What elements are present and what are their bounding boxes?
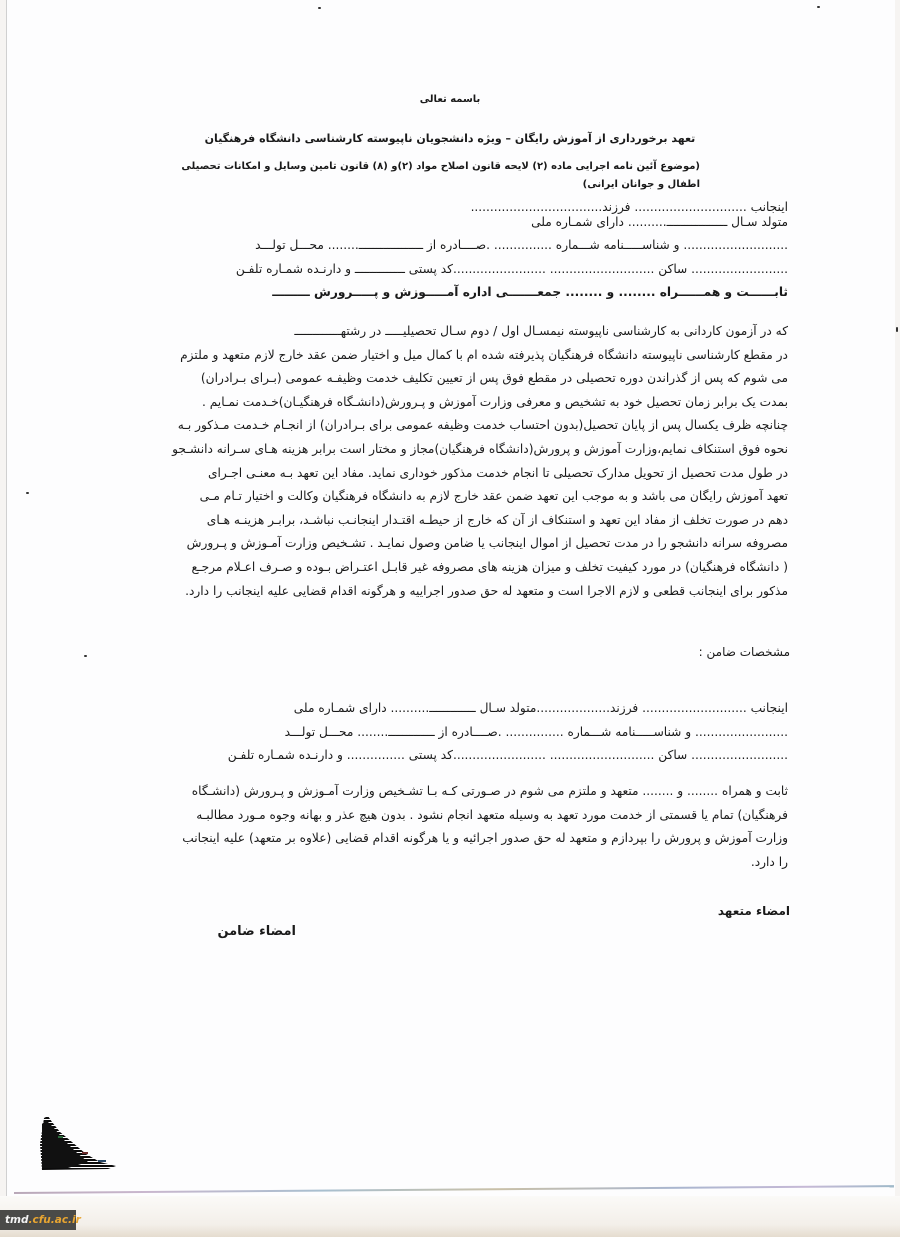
scan-speck bbox=[896, 327, 898, 332]
scanned-stamp-mark-icon bbox=[38, 1114, 118, 1172]
scan-background bbox=[0, 1196, 900, 1237]
watermark-domain: .cfu.ac.ir bbox=[28, 1214, 81, 1226]
bismillah-heading: باسمه تعالی bbox=[419, 94, 481, 105]
body-line: فرهنگیان) تمام یا قسمتی از خدمت مورد تعهد به وسیله متعهد انجام نشود . بدون هیچ عذر و بهانه وجوه مـورد مطالبـه bbox=[196, 807, 788, 822]
scan-speck bbox=[84, 655, 87, 657]
body-line: مصروفه سرانه دانشجو را در مدت تحصیل از اموال اینجانب یا ضامن وصول نمایـد . تشـخیص وزارت آمـوزش و پـرورش bbox=[186, 536, 788, 551]
body-line: نحوه فوق استنکاف نمایم،وزارت آموزش و پرورش(دانشگاه فرهنگیان)مجاز و مختار است برابر هزینه هـای سـرانه دانشـجو bbox=[172, 441, 788, 456]
document-subtitle: (موضوع آئین نامه اجرایی ماده (۲) لایحه قانون اصلاح مواد (۲)و (۸) قانون تامین وسایل و امکانات تحصیلی اطفال و جوانان ایرانی) bbox=[181, 161, 700, 190]
body-line: تعهد آموزش رایگان می باشد و به موجب این تعهد ضمن عقد خارج لازم به دانشگاه فرهنگیان وکالت و اختیار تـام مـی bbox=[199, 489, 788, 504]
obligor-line-name: اینجانب ............................. فرزند.................................. bbox=[470, 200, 788, 214]
obligor-line-id-card: ........................... و شناســـــنامه شـــماره ............... .صــــادره از ــــــــــــــــــ........ محـــل تولـــد bbox=[255, 238, 788, 253]
body-line: ثابت و همراه ........ و ........ متعهد و ملتزم می شوم در صـورتی کـه بـا تشـخیص وزارت آمـوزش و پـرورش (دانشـگاه bbox=[191, 784, 788, 798]
site-watermark bbox=[0, 1210, 81, 1230]
scan-speck bbox=[318, 7, 321, 9]
guarantor-fields bbox=[120, 697, 788, 768]
body-line: ( دانشگاه فرهنگیان) در مورد کیفیت تخلف و میزان هزینه های مصروفه غیر قابـل اعتـراض بـوده و صـرف اعـلام مرجـع bbox=[191, 559, 788, 574]
guarantor-signature-label: امضاء ضامن bbox=[217, 924, 296, 939]
body-line: دهم در صورت تخلف از مفاد این تعهد و استنکاف از آن که خارج از حیطـه اقتـدار اینجانـب نباشـد، برابـر هزینـه هـای bbox=[206, 512, 788, 527]
obligor-commitment-paragraph bbox=[120, 320, 788, 603]
obligor-signature-label: امضاء متعهد bbox=[717, 904, 790, 918]
body-line: چنانچه ظرف یکسال پس از پایان تحصیل(بدون احتساب خدمت وظیفه عمومی برای بـرادران) از انجـام خـدمت مـذکور بـه bbox=[177, 418, 788, 433]
scan-speck bbox=[817, 6, 820, 8]
body-line: می شوم که پس از گذراندن دوره تحصیلی در مقطع فوق پس از تعیین تکلیف خدمت وظیفـه عمومی (بـرای بـرادران) bbox=[200, 371, 788, 386]
guarantor-section-label: مشخصات ضامن : bbox=[698, 645, 790, 659]
guarantor-commitment-paragraph bbox=[120, 780, 788, 874]
guarantor-line-id-card: ........................ و شناســـــنامه شـــماره ............... .صــــادره از ـــــــــــــ........ محـــل تولـــد bbox=[284, 724, 788, 739]
obligor-line-birth-national-id: متولد سـال ـــــــــــــــــ.......... دارای شمـاره ملی bbox=[531, 214, 788, 229]
obligor-line-phone-office: ثابــــــت و همــــــراه ........ و ........ جمعـــــــی اداره آمـــــوزش و پـــــرورش ـــــــــ bbox=[272, 285, 788, 300]
watermark-prefix: tmd bbox=[5, 1214, 29, 1226]
guarantor-line-residence: ......................... ساکن ........................... ........................کد پستی ............... و دارنـده شمـاره تلفـن bbox=[227, 748, 788, 763]
scan-speck bbox=[26, 492, 29, 494]
body-line: در طول مدت تحصیل از تحویل مدارک تحصیلی تا انجام خدمت مذکور خوداری نماید. مفاد این تعهد بـه معنـی اجـرای bbox=[207, 465, 788, 480]
document-title: تعهد برخورداری از آموزش رایگان – ویژه دانشجویان ناپیوسته کارشناسی دانشگاه فرهنگیان bbox=[204, 132, 696, 145]
body-line: وزارت آموزش و پرورش را بپردازم و متعهد له حق صدور اجرائیه و یا هرگونه اقدام قضایی (علاوه بر متعهد) علیه اینجانب bbox=[182, 831, 788, 846]
guarantor-line-name: اینجانب ........................... فرزند...................متولد سـال ـــــــــــــ.......... دارای شمـاره ملی bbox=[293, 701, 788, 715]
body-line: را دارد. bbox=[750, 854, 788, 869]
body-line: بمدت یک برابر زمان تحصیل خود به تشخیص و معرفی وزارت آموزش و پـرورش(دانشـگاه فرهنگیـان)خـدمت نمـایم . bbox=[201, 394, 788, 409]
body-line: در مقطع کارشناسی ناپیوسته دانشگاه فرهنگیان پذیرفته شده ام با کمال میل و اختیار ضمن عقد خارج لازم متعهد و ملتزم bbox=[180, 347, 788, 362]
body-line: که در آزمون کاردانی به کارشناسی ناپیوسته نیمسـال اول / دوم سـال تحصیلیـــــ در رشتهـــــــــــــ bbox=[294, 324, 788, 338]
obligor-fields bbox=[120, 196, 788, 305]
obligor-line-residence: ......................... ساکن ........................... ........................کد پستی ــــــــــــــ و دارنـده شمـاره تلفـن bbox=[235, 261, 788, 276]
body-line: مذکور برای اینجانب قطعی و لازم الاجرا است و متعهد له حق صدور اجراییه و هرگونه اقدام قضایی علیه اینجانب را دارد. bbox=[185, 583, 788, 598]
